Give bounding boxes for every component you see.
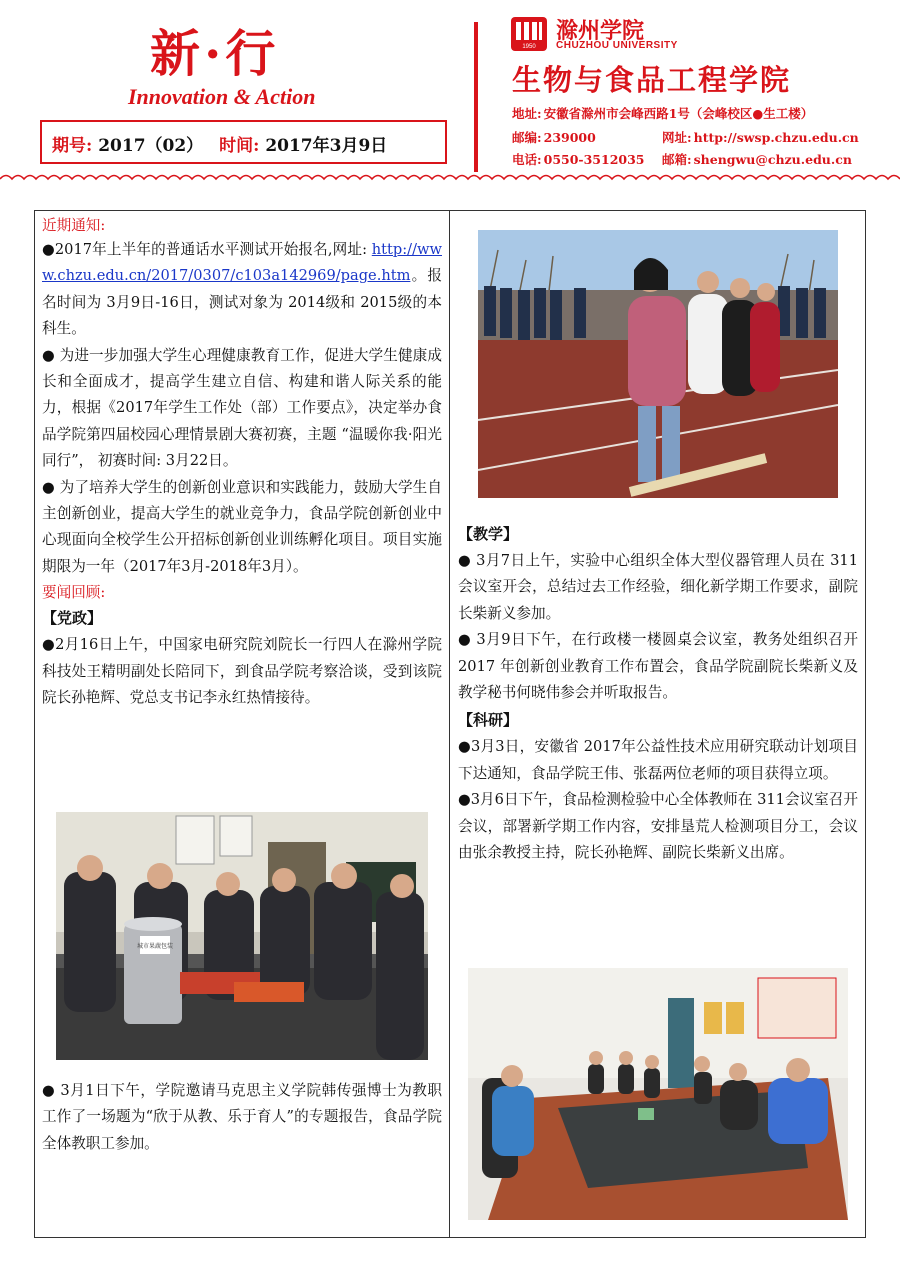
wave-divider xyxy=(0,172,900,186)
email-value[interactable]: shengwu@chzu.edu.cn xyxy=(693,152,852,167)
notice-item-2: ● 为进一步加强大学生心理健康教育工作，促进大学生健康成长和全面成才，提高学生建立自信、构建和谐人际关系的能力，根据《2017年学生工作处（部）工作要点》，决定举办食品学院第四届校园心理情景剧大赛初赛，主题 “温暖你我·阳光同行”， 初赛时间: 3月22日。 xyxy=(42,346,442,470)
phone-label: 电话: xyxy=(512,152,542,167)
left-column-continued xyxy=(42,1078,442,1157)
teaching-item-2: ● 3月9日下午，在行政楼一楼圆桌会议室，教务处组织召开 2017 年创新创业教育工作布置会，食品学院副院长柴新义及教学秘书何晓伟参会并听取报告。 xyxy=(458,631,858,702)
date-value: 2017年3月9日 xyxy=(265,136,388,156)
emblem-year: 1950 xyxy=(522,44,536,50)
issue-value: 2017（02） xyxy=(98,136,204,156)
research-item-2: ●3月6日下午，食品检测检验中心全体教师在 311会议室召开会议，部署新学期工作内容，安排垦荒人检测项目分工，会议由张余教授主持，院长孙艳辉、副院长柴新义出席。 xyxy=(458,791,858,862)
address-line xyxy=(512,104,813,122)
college-name: 生物与食品工程学院 xyxy=(512,63,792,97)
postcode-label: 邮编: xyxy=(512,130,542,145)
party-item-1: ●2月16日上午，中国家电研究院刘院长一行四人在滁州学院科技处王精明副处长陪同下，到食品学院考察洽谈，受到该院院长孙艳辉、党总支书记李永红热情接待。 xyxy=(42,636,442,707)
notice-item-3: ● 为了培养大学生的创新创业意识和实践能力，鼓励大学生自主创新创业，提高大学生的就业竞争力，食品学院创新创业中心现面向全校学生公开招标创新创业训练孵化项目。项目实施期限为一年（2017年3月-2018年3月）。 xyxy=(42,478,442,575)
review-heading: 要闻回顾: xyxy=(42,584,106,602)
phone-value: 0550-3512035 xyxy=(543,152,645,167)
notice-heading: 近期通知: xyxy=(42,217,106,234)
university-name-en: CHUZHOU UNIVERSITY xyxy=(556,40,678,51)
notice-item-1 xyxy=(42,237,442,343)
newsletter-subtitle: Innovation & Action xyxy=(128,84,316,109)
photo-conference-meeting xyxy=(468,968,848,1220)
website-value[interactable]: http://swsp.chzu.edu.cn xyxy=(693,130,859,145)
email-label: 邮箱: xyxy=(662,152,692,167)
header-divider xyxy=(474,22,478,172)
email-line xyxy=(662,150,852,168)
teaching-item-1: ● 3月7日上午，实验中心组织全体大型仪器管理人员在 311会议室开会，总结过去工作经验，细化新学期工作要求，副院长柴新义参加。 xyxy=(458,552,858,622)
website-line xyxy=(662,128,859,146)
issue-info-box xyxy=(40,120,447,164)
photo-visit-inspection xyxy=(56,812,428,1060)
notice-1-link[interactable]: http://www.chzu.edu.cn/2017/0307/c103a142969/page.htm xyxy=(42,241,442,285)
right-column xyxy=(458,520,858,866)
address-label: 地址: xyxy=(512,106,542,121)
masthead xyxy=(0,0,900,190)
date-label: 时间: xyxy=(219,136,260,156)
research-item-1: ●3月3日，安徽省 2017年公益性技术应用研究联动计划项目下达通知，食品学院王伟、张磊两位老师的项目获得立项。 xyxy=(458,738,858,782)
research-heading: 【科研】 xyxy=(458,711,519,730)
website-label: 网址: xyxy=(662,130,692,145)
column-divider xyxy=(449,210,450,1238)
postcode-line xyxy=(512,128,596,146)
newsletter-title: 新·行 xyxy=(150,24,280,83)
party-heading: 【党政】 xyxy=(42,609,103,628)
photo-team-activity xyxy=(478,230,838,498)
postcode-value: 239000 xyxy=(543,130,596,145)
party-item-2: ● 3月1日下午，学院邀请马克思主义学院韩传强博士为教职工作了一场题为“欣于从教、乐于育人”的专题报告，食品学院全体教职工参加。 xyxy=(42,1082,442,1152)
photo-2-label: 城市果蔬包装 xyxy=(136,943,174,950)
notice-1-tail: 。报名时间为 3月9日-16日，测试对象为 2014级和 2015级的本科生。 xyxy=(42,267,442,338)
issue-label: 期号: xyxy=(52,136,93,156)
notice-1-text: ●2017年上半年的普通话水平测试开始报名,网址: xyxy=(42,241,367,258)
address-value: 安徽省滁州市会峰西路1号（会峰校区●生工楼） xyxy=(543,106,814,121)
teaching-heading: 【教学】 xyxy=(458,525,519,543)
university-emblem-icon xyxy=(510,16,548,52)
university-name: 滁州学院 xyxy=(556,18,645,44)
left-column xyxy=(42,215,442,712)
phone-line xyxy=(512,150,645,168)
